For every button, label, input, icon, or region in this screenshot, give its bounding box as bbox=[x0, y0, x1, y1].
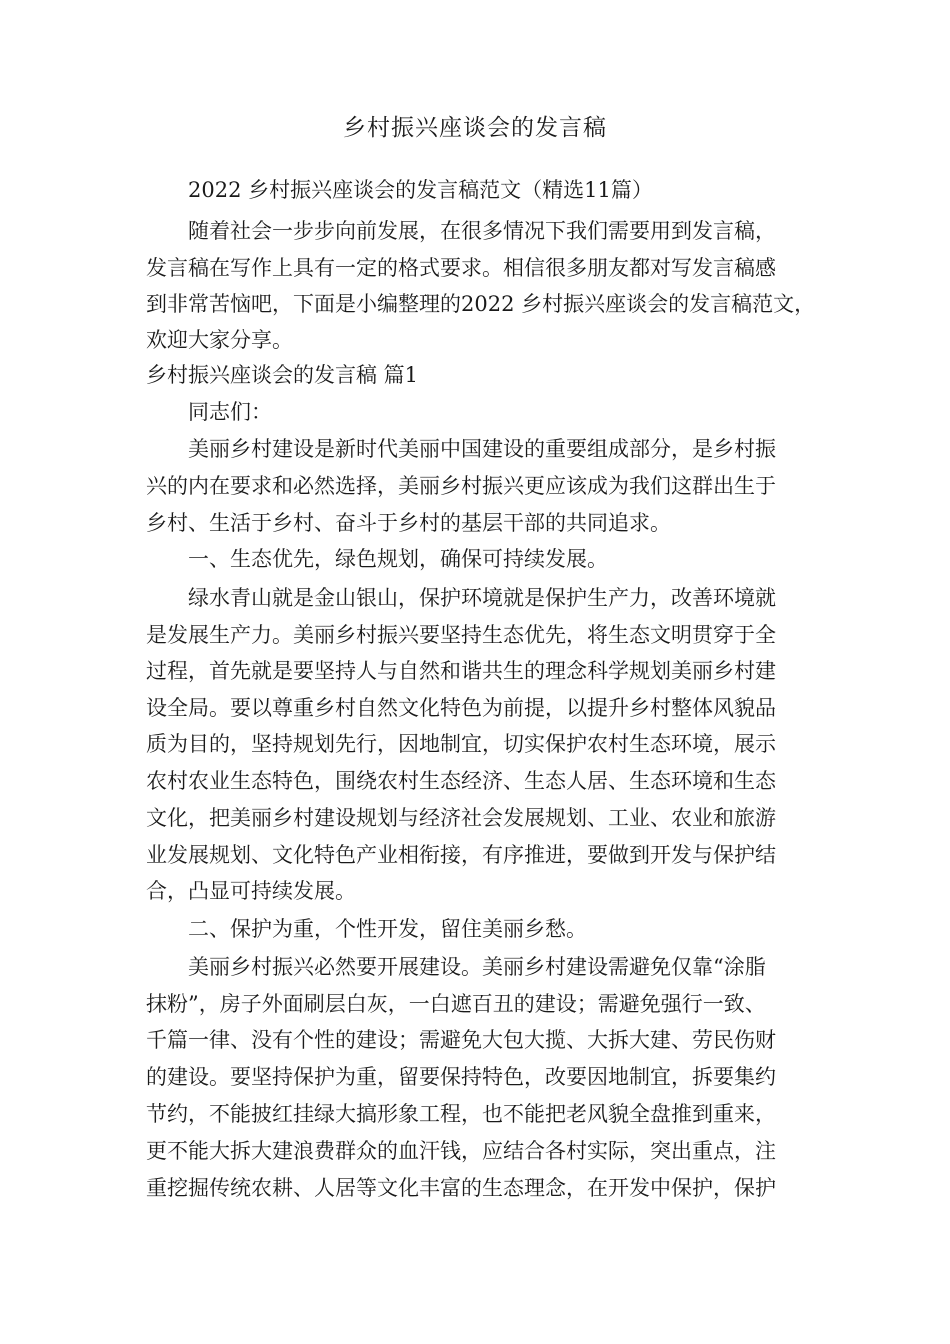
section-heading: 乡村振兴座谈会的发言稿 篇1 bbox=[146, 363, 419, 387]
paragraph-line: 乡村、生活于乡村、奋斗于乡村的基层干部的共同追求。 bbox=[146, 511, 671, 535]
paragraph-line: 文化，把美丽乡村建设规划与经济社会发展规划、工业、农业和旅游 bbox=[146, 806, 776, 830]
paragraph-line: 抹粉”，房子外面刷层白灰，一白遮百丑的建设；需避免强行一致、 bbox=[146, 992, 766, 1016]
paragraph-line: 美丽乡村振兴必然要开展建设。美丽乡村建设需避免仅靠“涂脂 bbox=[188, 955, 766, 979]
subheading: 二、保护为重，个性开发，留住美丽乡愁。 bbox=[188, 917, 587, 941]
paragraph-line: 随着社会一步步向前发展，在很多情况下我们需要用到发言稿， bbox=[188, 219, 776, 243]
paragraph-line: 发言稿在写作上具有一定的格式要求。相信很多朋友都对写发言稿感 bbox=[146, 256, 776, 280]
paragraph-line: 更不能大拆大建浪费群众的血汗钱，应结合各村实际，突出重点，注 bbox=[146, 1139, 776, 1163]
paragraph-line: 质为目的，坚持规划先行，因地制宜，切实保护农村生态环境，展示 bbox=[146, 732, 776, 756]
paragraph-line: 绿水青山就是金山银山，保护环境就是保护生产力，改善环境就 bbox=[188, 586, 776, 610]
paragraph-line: 是发展生产力。美丽乡村振兴要坚持生态优先，将生态文明贯穿于全 bbox=[146, 623, 776, 647]
paragraph-line: 到非常苦恼吧，下面是小编整理的2022 乡村振兴座谈会的发言稿范文， bbox=[146, 292, 816, 316]
paragraph-line: 设全局。要以尊重乡村自然文化特色为前提，以提升乡村整体风貌品 bbox=[146, 696, 776, 720]
paragraph-line: 千篇一律、没有个性的建设；需避免大包大揽、大拆大建、劳民伤财 bbox=[146, 1028, 776, 1052]
paragraph-line: 美丽乡村建设是新时代美丽中国建设的重要组成部分，是乡村振 bbox=[188, 437, 776, 461]
paragraph-line: 节约，不能披红挂绿大搞形象工程，也不能把老风貌全盘推到重来， bbox=[146, 1102, 776, 1126]
paragraph-line: 重挖掘传统农耕、人居等文化丰富的生态理念，在开发中保护，保护 bbox=[146, 1176, 776, 1200]
subtitle-line: 2022 乡村振兴座谈会的发言稿范文（精选11篇） bbox=[188, 178, 653, 202]
paragraph-line: 过程，首先就是要坚持人与自然和谐共生的理念科学规划美丽乡村建 bbox=[146, 659, 776, 683]
salutation: 同志们： bbox=[188, 400, 272, 424]
document-title: 乡村振兴座谈会的发言稿 bbox=[343, 115, 607, 141]
paragraph-line: 合，凸显可持续发展。 bbox=[146, 879, 356, 903]
paragraph-line: 业发展规划、文化特色产业相衔接，有序推进，要做到开发与保护结 bbox=[146, 843, 776, 867]
subheading: 一、生态优先，绿色规划，确保可持续发展。 bbox=[188, 547, 608, 571]
paragraph-line: 欢迎大家分享。 bbox=[146, 328, 293, 352]
paragraph-line: 兴的内在要求和必然选择，美丽乡村振兴更应该成为我们这群出生于 bbox=[146, 474, 776, 498]
paragraph-line: 的建设。要坚持保护为重，留要保持特色，改要因地制宜，拆要集约 bbox=[146, 1065, 776, 1089]
paragraph-line: 农村农业生态特色，围绕农村生态经济、生态人居、生态环境和生态 bbox=[146, 769, 776, 793]
